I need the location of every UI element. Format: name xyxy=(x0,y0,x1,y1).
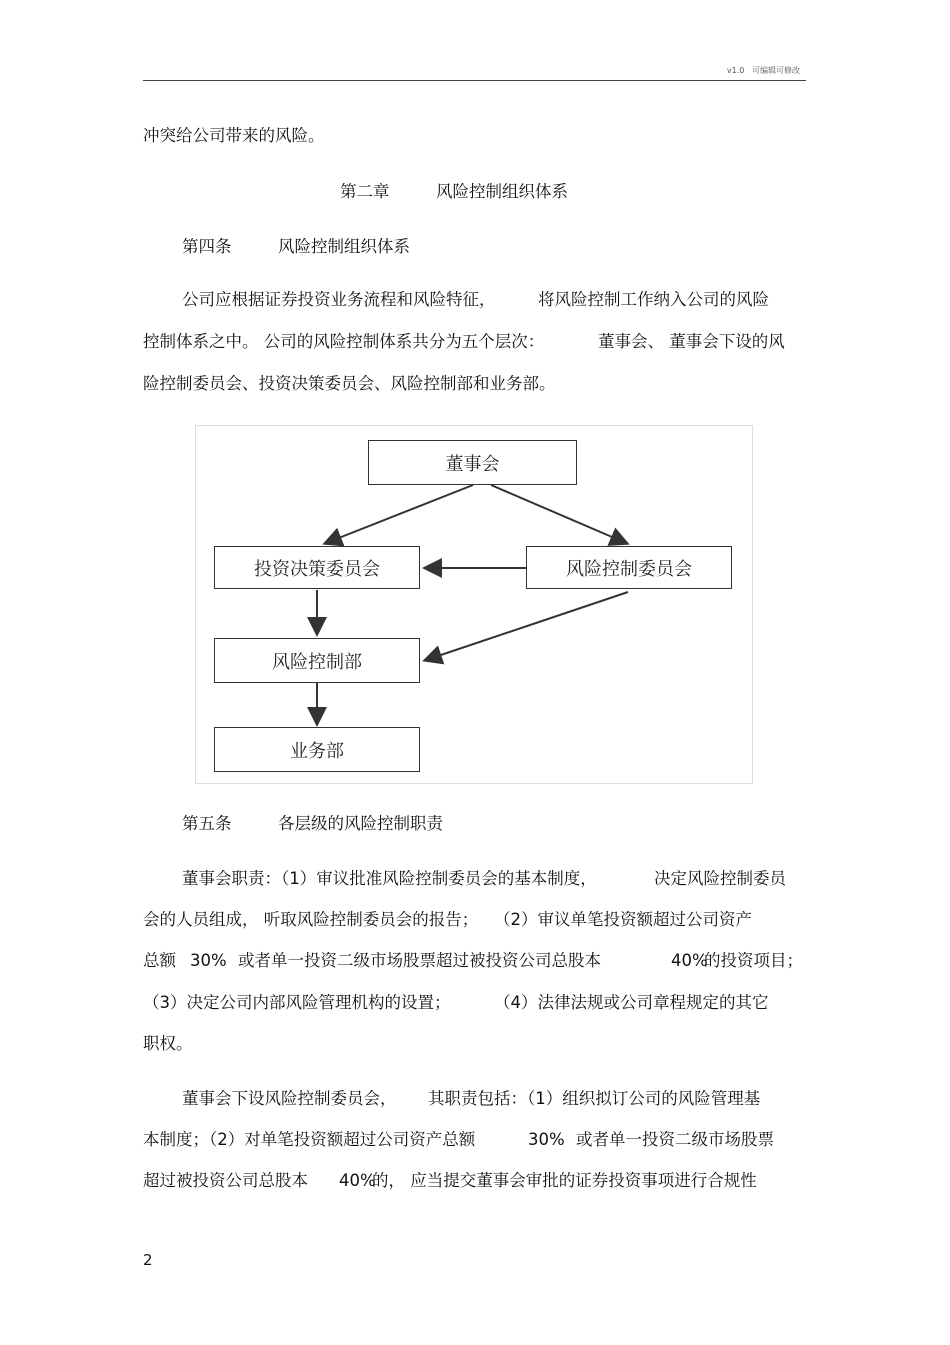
risk-committee-label: 风险控制委员会 xyxy=(566,558,692,580)
paragraph-line: 董事会职责：（1）审议批准风险控制委员会的基本制度， xyxy=(182,869,597,888)
paragraph-line: （2）审议单笔投资额超过公司资产 xyxy=(494,910,752,929)
invest-committee-label: 投资决策委员会 xyxy=(254,558,380,580)
header-rule xyxy=(143,80,806,81)
arrow-board-to-risk-committee xyxy=(491,485,626,543)
paragraph-line: 险控制委员会、投资决策委员会、风险控制部和业务部。 xyxy=(143,374,556,393)
arrow-risk-committee-to-risk-dept xyxy=(426,592,628,660)
arrow-board-to-invest xyxy=(326,485,473,543)
paragraph-line: 的， 应当提交董事会审批的证券投资事项进行合规性 xyxy=(372,1171,757,1190)
paragraph-line: 董事会、 董事会下设的风 xyxy=(598,332,785,351)
paragraph-line: 的投资项目； xyxy=(704,951,803,970)
chapter-title: 风险控制组织体系 xyxy=(436,182,568,201)
paragraph-line: 或者单一投资二级市场股票 xyxy=(576,1130,774,1149)
paragraph-line: 公司应根据证券投资业务流程和风险特征， xyxy=(182,290,496,309)
page-number: 2 xyxy=(143,1251,153,1269)
board-label: 董事会 xyxy=(445,453,500,475)
business-dept-label: 业务部 xyxy=(290,740,344,762)
paragraph-line: （3）决定公司内部风险管理机构的设置； xyxy=(143,993,451,1012)
article-title: 各层级的风险控制职责 xyxy=(278,814,443,833)
business-dept-box xyxy=(214,727,420,772)
paragraph-line: 将风险控制工作纳入公司的风险 xyxy=(538,290,769,309)
paragraph-line: 其职责包括：（1）组织拟订公司的风险管理基 xyxy=(428,1089,761,1108)
paragraph-line: 或者单一投资二级市场股票超过被投资公司总股本 xyxy=(238,951,601,970)
paragraph-line: 冲突给公司带来的风险。 xyxy=(143,126,325,145)
risk-dept-box xyxy=(214,638,420,683)
article-title: 风险控制组织体系 xyxy=(278,237,410,256)
paragraph-line: 决定风险控制委员 xyxy=(654,869,786,888)
percent-value: 30% xyxy=(528,1130,565,1149)
paragraph-line: 控制体系之中。 公司的风险控制体系共分为五个层次： xyxy=(143,332,545,351)
invest-committee-box xyxy=(214,546,420,589)
org-chart xyxy=(195,425,753,784)
percent-value: 40% xyxy=(671,951,708,970)
chapter-number: 第二章 xyxy=(340,182,390,201)
percent-value: 30% xyxy=(190,951,227,970)
paragraph-line: 会的人员组成， 听取风险控制委员会的报告； xyxy=(143,910,479,929)
risk-committee-box xyxy=(526,546,732,589)
paragraph-line: 职权。 xyxy=(143,1034,193,1053)
article-number: 第五条 xyxy=(182,814,232,833)
header-version xyxy=(727,65,800,76)
version-label: v1.0 xyxy=(726,66,745,75)
paragraph-line: 超过被投资公司总股本 xyxy=(143,1171,308,1190)
risk-dept-label: 风险控制部 xyxy=(272,651,362,673)
paragraph-line: 总额 xyxy=(143,951,176,970)
paragraph-line: （4）法律法规或公司章程规定的其它 xyxy=(494,993,769,1012)
editable-note: 可编辑可修改 xyxy=(752,66,800,75)
percent-value: 40% xyxy=(339,1171,376,1190)
article-number: 第四条 xyxy=(182,237,232,256)
paragraph-line: 本制度；（2）对单笔投资额超过公司资产总额 xyxy=(143,1130,476,1149)
paragraph-line: 董事会下设风险控制委员会， xyxy=(182,1089,397,1108)
board-box xyxy=(368,440,577,485)
